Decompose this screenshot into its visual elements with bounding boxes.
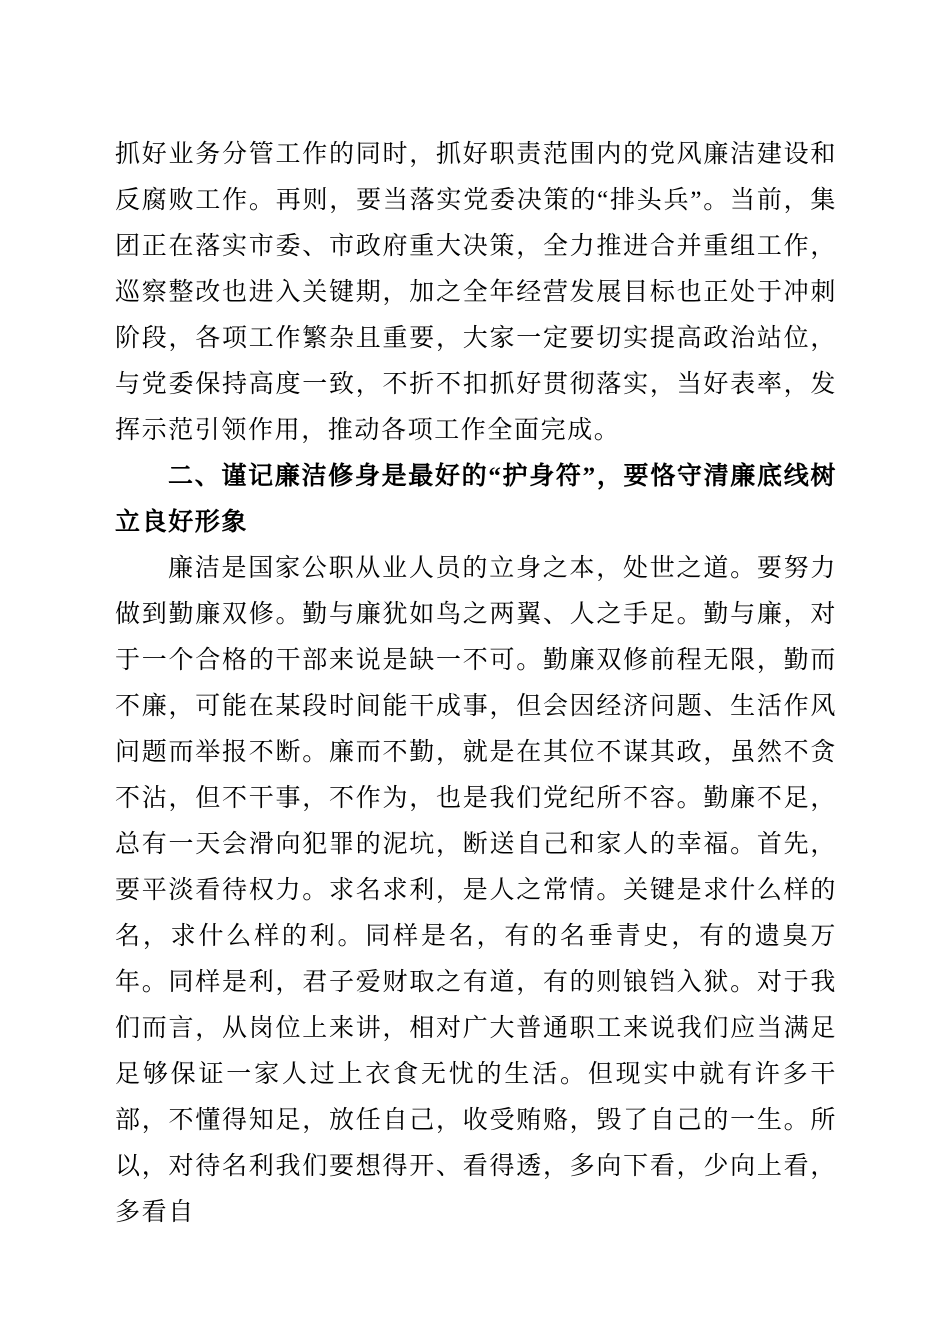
section-heading: 二、谨记廉洁修身是最好的“护身符”，要恪守清廉底线树立良好形象 (115, 463, 837, 536)
paragraph-body: 廉洁是国家公职从业人员的立身之本，处世之道。要努力做到勤廉双修。勤与廉犹如鸟之两翼、人之手足。勤与廉，对于一个合格的干部来说是缺一不可。勤廉双修前程无限，勤而不廉，可能在某段时间能干成事，但会因经济问题、生活作风问题而举报不断。廉而不勤，就是在其位不谋其政，虽然不贪不沾，但不干事，不作为，也是我们党纪所不容。勤廉不足，总有一天会滑向犯罪的泥坑，断送自己和家人的幸福。首先，要平淡看待权力。求名求利，是人之常情。关键是求什么样的名，求什么样的利。同样是名，有的名垂青史，有的遗臭万年。同样是利，君子爱财取之有道，有的则锒铛入狱。对于我们而言，从岗位上来讲，相对广大普通职工来说我们应当满足足够保证一家人过上衣食无忧的生活。但现实中就有许多干部，不懂得知足，放任自己，收受贿赂，毁了自己的一生。所以，对待名利我们要想得开、看得透，多向下看，少向上看，多看自 (115, 555, 837, 1226)
document-text-block (115, 132, 837, 1236)
paragraph-continuation: 抓好业务分管工作的同时，抓好职责范围内的党风廉洁建设和反腐败工作。再则，要当落实党委决策的“排头兵”。当前，集团正在落实市委、市政府重大决策，全力推进合并重组工作，巡察整改也进入关键期，加之全年经营发展目标也正处于冲刺阶段，各项工作繁杂且重要，大家一定要切实提高政治站位，与党委保持高度一致，不折不扣抓好贯彻落实，当好表率，发挥示范引领作用，推动各项工作全面完成。 (115, 141, 837, 444)
